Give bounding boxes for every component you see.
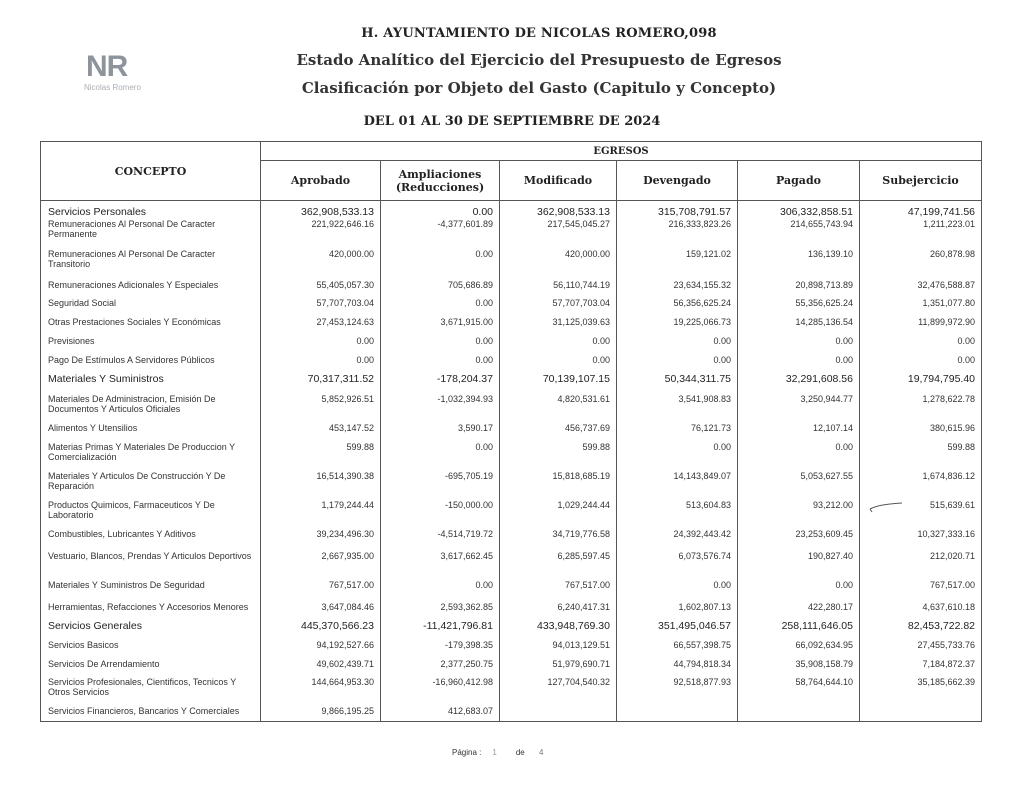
table-row (41, 529, 982, 551)
modificado-cell: 599.88 (500, 442, 617, 471)
devengado-cell: 0.00 (617, 442, 738, 471)
pagado-cell: 190,827.40 (738, 551, 860, 580)
aprobado-cell: 5,852,926.51 (261, 394, 381, 423)
modificado-cell: 362,908,533.13 (500, 201, 617, 219)
column-header-devengado: Devengado (617, 161, 738, 201)
subejercicio-cell (860, 706, 982, 722)
handwritten-tick-mark (868, 500, 904, 514)
aprobado-cell: 1,179,244.44 (261, 500, 381, 529)
modificado-cell: 94,013,129.51 (500, 640, 617, 659)
table-row (41, 500, 982, 529)
pagado-cell: 58,764,644.10 (738, 677, 860, 706)
table-row (41, 298, 982, 317)
subejercicio-cell: 1,211,223.01 (860, 219, 982, 249)
subejercicio-cell: 767,517.00 (860, 580, 982, 602)
devengado-cell: 76,121.73 (617, 423, 738, 442)
modificado-cell: 0.00 (500, 336, 617, 355)
devengado-cell: 0.00 (617, 336, 738, 355)
column-header-aprobado: Aprobado (261, 161, 381, 201)
aprobado-cell: 362,908,533.13 (261, 201, 381, 219)
concept-cell: Materiales De Administracion, Emisión De Documentos Y Articulos Oficiales (41, 394, 261, 423)
ampliaciones-cell: 2,593,362.85 (381, 602, 500, 621)
subejercicio-cell: 35,185,662.39 (860, 677, 982, 706)
ampliaciones-cell: 0.00 (381, 442, 500, 471)
table-row (41, 219, 982, 249)
ampliaciones-cell: -16,960,412.98 (381, 677, 500, 706)
ampliaciones-cell: 2,377,250.75 (381, 659, 500, 677)
pagado-cell: 32,291,608.56 (738, 374, 860, 394)
modificado-cell: 15,818,685.19 (500, 471, 617, 500)
ampliaciones-cell: -4,377,601.89 (381, 219, 500, 249)
table-row (41, 706, 982, 722)
modificado-cell: 31,125,039.63 (500, 317, 617, 336)
concept-cell: Seguridad Social (41, 298, 261, 317)
subejercicio-cell: 10,327,333.16 (860, 529, 982, 551)
pagado-cell: 93,212.00 (738, 500, 860, 529)
table-row (41, 580, 982, 602)
devengado-cell (617, 706, 738, 722)
page-footer (452, 748, 543, 757)
pagado-cell: 14,285,136.54 (738, 317, 860, 336)
modificado-cell: 34,719,776.58 (500, 529, 617, 551)
subejercicio-cell: 47,199,741.56 (860, 201, 982, 219)
table-row (41, 249, 982, 280)
modificado-cell (500, 706, 617, 722)
concept-cell: Materiales Y Articulos De Construcción Y De Reparación (41, 471, 261, 500)
subejercicio-cell: 515,639.61 (860, 500, 982, 529)
ampliaciones-cell: 412,683.07 (381, 706, 500, 722)
pagado-cell: 0.00 (738, 355, 860, 374)
table-row (41, 394, 982, 423)
table-row (41, 471, 982, 500)
subejercicio-cell: 32,476,588.87 (860, 280, 982, 298)
table-row (41, 659, 982, 677)
devengado-cell: 159,121.02 (617, 249, 738, 280)
table-row (41, 317, 982, 336)
aprobado-cell: 445,370,566.23 (261, 621, 381, 640)
modificado-cell: 6,285,597.45 (500, 551, 617, 580)
devengado-cell: 315,708,791.57 (617, 201, 738, 219)
table-row (41, 602, 982, 621)
modificado-cell: 433,948,769.30 (500, 621, 617, 640)
devengado-cell: 6,073,576.74 (617, 551, 738, 580)
ampliaciones-cell: -695,705.19 (381, 471, 500, 500)
aprobado-cell: 599.88 (261, 442, 381, 471)
page-total: 4 (538, 748, 544, 757)
ampliaciones-cell: 0.00 (381, 580, 500, 602)
modificado-cell: 4,820,531.61 (500, 394, 617, 423)
column-header-subejercicio: Subejercicio (860, 161, 982, 201)
modificado-cell: 1,029,244.44 (500, 500, 617, 529)
subejercicio-cell: 380,615.96 (860, 423, 982, 442)
table-row (41, 423, 982, 442)
aprobado-cell: 420,000.00 (261, 249, 381, 280)
devengado-cell: 56,356,625.24 (617, 298, 738, 317)
pagado-cell: 5,053,627.55 (738, 471, 860, 500)
ampliaciones-cell: -4,514,719.72 (381, 529, 500, 551)
modificado-cell: 420,000.00 (500, 249, 617, 280)
ampliaciones-cell: -178,204.37 (381, 374, 500, 394)
modificado-cell: 56,110,744.19 (500, 280, 617, 298)
concept-cell: Servicios Financieros, Bancarios Y Comerciales (41, 706, 261, 722)
subejercicio-cell: 7,184,872.37 (860, 659, 982, 677)
page-current: 1 (492, 748, 497, 757)
pagado-cell: 3,250,944.77 (738, 394, 860, 423)
aprobado-cell: 57,707,703.04 (261, 298, 381, 317)
institution-title: H. AYUNTAMIENTO DE NICOLAS ROMERO,098 (361, 26, 717, 41)
subejercicio-cell: 1,278,622.78 (860, 394, 982, 423)
pagado-cell: 12,107.14 (738, 423, 860, 442)
page-label: Página : (452, 748, 482, 757)
aprobado-cell: 453,147.52 (261, 423, 381, 442)
devengado-cell: 14,143,849.07 (617, 471, 738, 500)
column-header-modificado: Modificado (500, 161, 617, 201)
pagado-cell: 306,332,858.51 (738, 201, 860, 219)
table-row (41, 551, 982, 580)
budget-table (40, 141, 982, 722)
subejercicio-cell: 599.88 (860, 442, 982, 471)
pagado-cell: 422,280.17 (738, 602, 860, 621)
subejercicio-cell: 212,020.71 (860, 551, 982, 580)
subejercicio-cell: 27,455,733.76 (860, 640, 982, 659)
concept-cell: Remuneraciones Al Personal De Caracter Transitorio (41, 249, 261, 280)
ampliaciones-cell: 3,617,662.45 (381, 551, 500, 580)
pagado-cell: 66,092,634.95 (738, 640, 860, 659)
concept-cell: Alimentos Y Utensilios (41, 423, 261, 442)
report-period: DEL 01 AL 30 DE SEPTIEMBRE DE 2024 (363, 114, 661, 129)
modificado-cell: 127,704,540.32 (500, 677, 617, 706)
pagado-cell: 0.00 (738, 336, 860, 355)
logo-subtitle: Nicolas Romero (84, 83, 141, 92)
devengado-cell: 92,518,877.93 (617, 677, 738, 706)
subejercicio-cell: 1,674,836.12 (860, 471, 982, 500)
subejercicio-cell: 11,899,972.90 (860, 317, 982, 336)
devengado-cell: 24,392,443.42 (617, 529, 738, 551)
pagado-cell: 0.00 (738, 580, 860, 602)
aprobado-cell: 2,667,935.00 (261, 551, 381, 580)
subejercicio-cell: 4,637,610.18 (860, 602, 982, 621)
modificado-cell: 767,517.00 (500, 580, 617, 602)
modificado-cell: 456,737.69 (500, 423, 617, 442)
devengado-cell: 0.00 (617, 355, 738, 374)
concept-cell: Combustibles, Lubricantes Y Aditivos (41, 529, 261, 551)
concept-cell: Materiales Y Suministros (41, 374, 261, 394)
pagado-cell: 0.00 (738, 442, 860, 471)
pagado-cell: 214,655,743.94 (738, 219, 860, 249)
ampliaciones-cell: 3,671,915.00 (381, 317, 500, 336)
devengado-cell: 66,557,398.75 (617, 640, 738, 659)
concept-cell: Materiales Y Suministros De Seguridad (41, 580, 261, 602)
devengado-cell: 0.00 (617, 580, 738, 602)
ampliaciones-cell: 705,686.89 (381, 280, 500, 298)
subejercicio-cell: 260,878.98 (860, 249, 982, 280)
concept-cell: Otras Prestaciones Sociales Y Económicas (41, 317, 261, 336)
pagado-cell: 23,253,609.45 (738, 529, 860, 551)
ampliaciones-cell: -179,398.35 (381, 640, 500, 659)
subejercicio-cell: 1,351,077.80 (860, 298, 982, 317)
concept-cell: Servicios Basicos (41, 640, 261, 659)
concept-cell: Herramientas, Refacciones Y Accesorios Menores (41, 602, 261, 621)
subejercicio-cell: 0.00 (860, 355, 982, 374)
aprobado-cell: 49,602,439.71 (261, 659, 381, 677)
modificado-cell: 217,545,045.27 (500, 219, 617, 249)
aprobado-cell: 0.00 (261, 355, 381, 374)
concept-header: CONCEPTO (41, 142, 261, 201)
concept-cell: Remuneraciones Al Personal De Caracter Permanente (41, 219, 261, 249)
egresos-header: EGRESOS (261, 142, 982, 161)
report-title: Estado Analítico del Ejercicio del Presupuesto de Egresos (296, 51, 782, 69)
devengado-cell: 50,344,311.75 (617, 374, 738, 394)
column-header-ampliaciones: Ampliaciones (Reducciones) (381, 161, 500, 201)
devengado-cell: 513,604.83 (617, 500, 738, 529)
devengado-cell: 44,794,818.34 (617, 659, 738, 677)
devengado-cell: 1,602,807.13 (617, 602, 738, 621)
concept-cell: Servicios Profesionales, Cientificos, Tecnicos Y Otros Servicios (41, 677, 261, 706)
table-row (41, 442, 982, 471)
concept-cell: Previsiones (41, 336, 261, 355)
ampliaciones-cell: -11,421,796.81 (381, 621, 500, 640)
devengado-cell: 351,495,046.57 (617, 621, 738, 640)
table-row (41, 640, 982, 659)
pagado-cell: 20,898,713.89 (738, 280, 860, 298)
aprobado-cell: 70,317,311.52 (261, 374, 381, 394)
concept-cell: Productos Quimicos, Farmaceuticos Y De Laboratorio (41, 500, 261, 529)
concept-cell: Materias Primas Y Materiales De Produccion Y Comercialización (41, 442, 261, 471)
concept-cell: Servicios Personales (41, 201, 261, 219)
table-row (41, 374, 982, 394)
table-row (41, 677, 982, 706)
table-row (41, 201, 982, 219)
pagado-cell: 35,908,158.79 (738, 659, 860, 677)
table-row (41, 355, 982, 374)
modificado-cell: 0.00 (500, 355, 617, 374)
ampliaciones-cell: 0.00 (381, 201, 500, 219)
report-classification: Clasificación por Objeto del Gasto (Capitulo y Concepto) (301, 79, 777, 97)
aprobado-cell: 3,647,084.46 (261, 602, 381, 621)
concept-cell: Servicios Generales (41, 621, 261, 640)
table-row (41, 336, 982, 355)
logo-mark: NR (86, 50, 128, 83)
aprobado-cell: 39,234,496.30 (261, 529, 381, 551)
pagado-cell: 136,139.10 (738, 249, 860, 280)
aprobado-cell: 16,514,390.38 (261, 471, 381, 500)
subejercicio-cell: 19,794,795.40 (860, 374, 982, 394)
aprobado-cell: 767,517.00 (261, 580, 381, 602)
aprobado-cell: 144,664,953.30 (261, 677, 381, 706)
ampliaciones-cell: 0.00 (381, 355, 500, 374)
pagado-cell: 258,111,646.05 (738, 621, 860, 640)
concept-cell: Pago De Estímulos A Servidores Públicos (41, 355, 261, 374)
ampliaciones-cell: -150,000.00 (381, 500, 500, 529)
subejercicio-cell: 82,453,722.82 (860, 621, 982, 640)
table-row (41, 621, 982, 640)
modificado-cell: 70,139,107.15 (500, 374, 617, 394)
modificado-cell: 51,979,690.71 (500, 659, 617, 677)
devengado-cell: 19,225,066.73 (617, 317, 738, 336)
ampliaciones-cell: 0.00 (381, 298, 500, 317)
aprobado-cell: 94,192,527.66 (261, 640, 381, 659)
devengado-cell: 23,634,155.32 (617, 280, 738, 298)
ampliaciones-cell: 0.00 (381, 249, 500, 280)
pagado-cell (738, 706, 860, 722)
page-of: de (515, 748, 525, 757)
aprobado-cell: 9,866,195.25 (261, 706, 381, 722)
modificado-cell: 57,707,703.04 (500, 298, 617, 317)
aprobado-cell: 0.00 (261, 336, 381, 355)
devengado-cell: 3,541,908.83 (617, 394, 738, 423)
ampliaciones-cell: 0.00 (381, 336, 500, 355)
concept-cell: Servicios De Arrendamiento (41, 659, 261, 677)
aprobado-cell: 221,922,646.16 (261, 219, 381, 249)
devengado-cell: 216,333,823.26 (617, 219, 738, 249)
aprobado-cell: 55,405,057.30 (261, 280, 381, 298)
aprobado-cell: 27,453,124.63 (261, 317, 381, 336)
concept-cell: Vestuario, Blancos, Prendas Y Articulos Deportivos (41, 551, 261, 580)
budget-table-body (41, 201, 982, 722)
column-header-pagado: Pagado (738, 161, 860, 201)
ampliaciones-cell: 3,590.17 (381, 423, 500, 442)
pagado-cell: 55,356,625.24 (738, 298, 860, 317)
subejercicio-cell: 0.00 (860, 336, 982, 355)
ampliaciones-cell: -1,032,394.93 (381, 394, 500, 423)
concept-cell: Remuneraciones Adicionales Y Especiales (41, 280, 261, 298)
modificado-cell: 6,240,417.31 (500, 602, 617, 621)
table-row (41, 280, 982, 298)
